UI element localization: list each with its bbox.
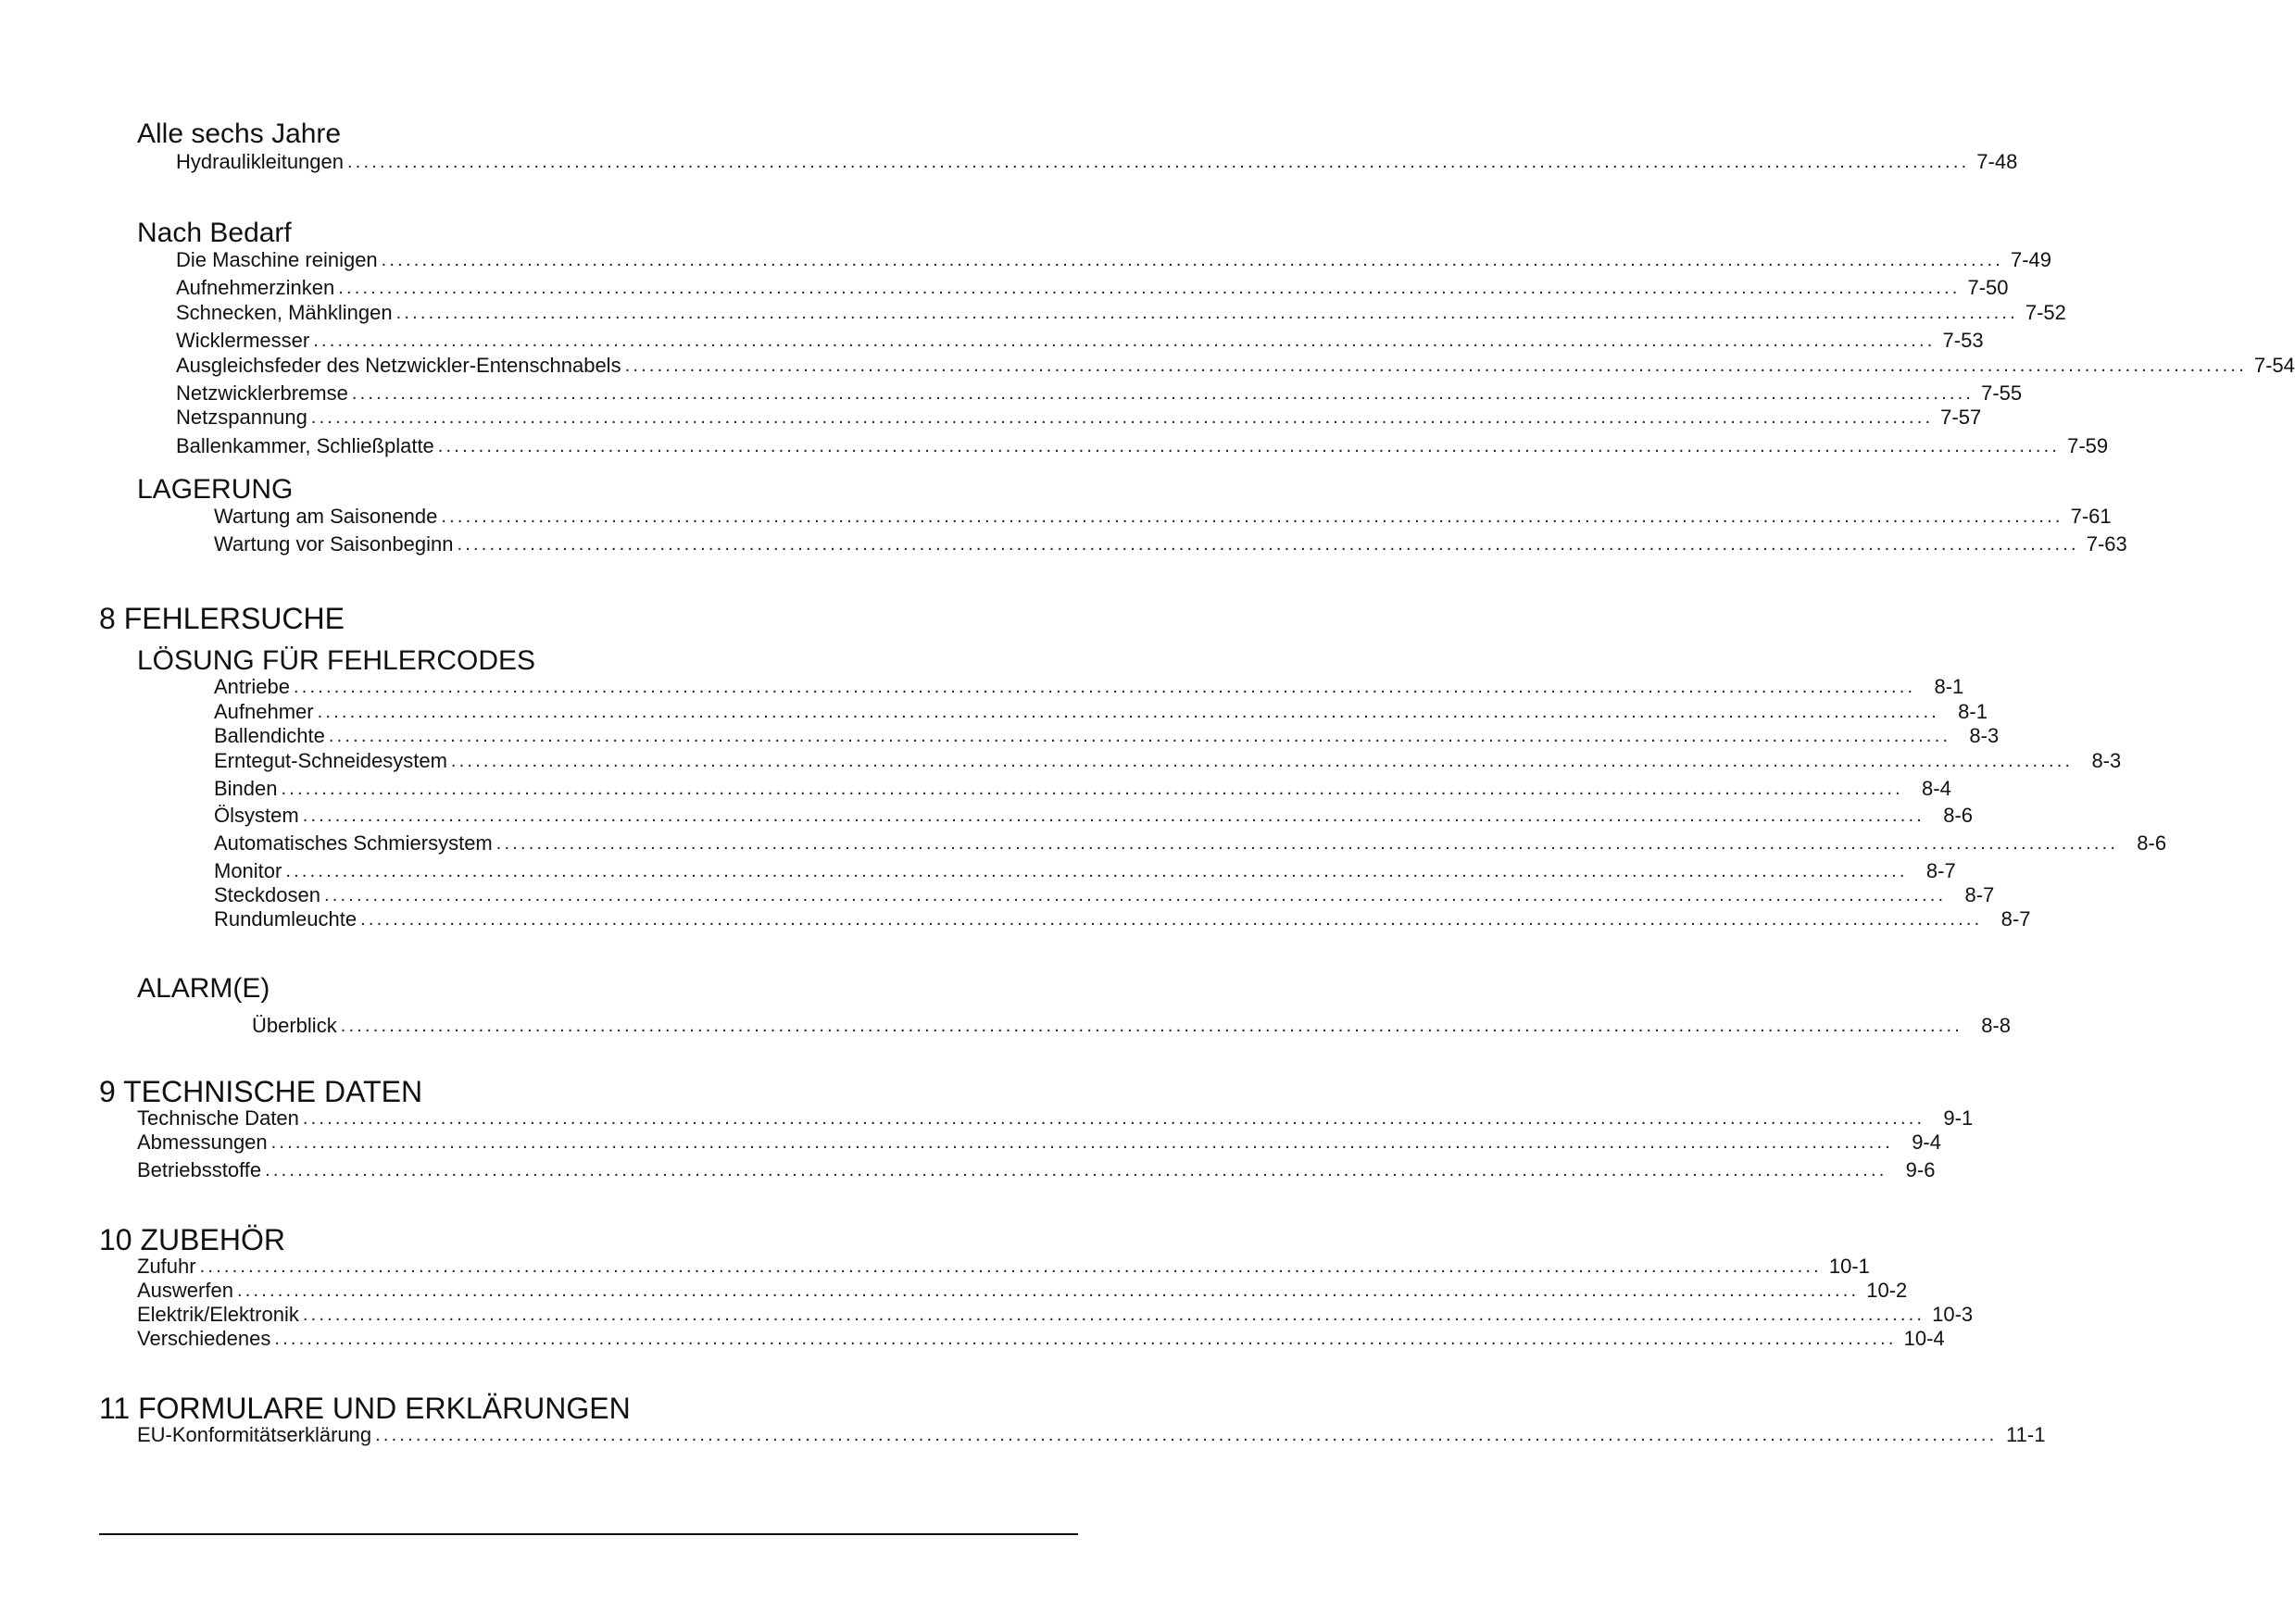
toc-entry-page: 7-59 <box>2067 434 2109 457</box>
toc-entry[interactable] <box>176 276 2009 299</box>
toc-entry-label: Ölsystem <box>214 804 299 827</box>
toc-entry-label: Aufnehmer <box>214 700 314 723</box>
chapter-heading: 9 TECHNISCHE DATEN <box>99 1075 423 1108</box>
dot-leader: ........................................................................................................................................................................................................ <box>265 1160 1887 1181</box>
dot-leader: ........................................................................................................................................................................................................ <box>450 751 2074 771</box>
dot-leader: ........................................................................................................................................................................................................ <box>313 331 1936 351</box>
toc-entry-page: 9-6 <box>1905 1158 1936 1181</box>
toc-entry-page: 7-50 <box>1967 276 2009 299</box>
dot-leader: ........................................................................................................................................................................................................ <box>340 1016 1963 1036</box>
dot-leader: ........................................................................................................................................................................................................ <box>338 278 1961 298</box>
toc-entry-label: Netzwicklerbremse <box>176 381 348 405</box>
toc-entry-label: Automatisches Schmiersystem <box>214 831 493 855</box>
toc-entry[interactable] <box>214 505 2112 528</box>
chapter-heading: 10 ZUBEHÖR <box>99 1223 285 1256</box>
toc-entry-page: 8-3 <box>1969 724 2000 747</box>
toc-entry-page: 7-53 <box>1942 329 1984 352</box>
toc-entry[interactable] <box>176 248 2051 271</box>
toc-entry-label: Antriebe <box>214 675 290 698</box>
toc-entry-label: Zufuhr <box>137 1255 196 1278</box>
section-heading: ALARM(E) <box>137 973 270 1004</box>
dot-leader: ........................................................................................................................................................................................................ <box>323 885 1947 906</box>
dot-leader: ........................................................................................................................................................................................................ <box>495 833 2119 854</box>
toc-entry-page: 8-1 <box>1958 700 1988 723</box>
toc-entry[interactable] <box>176 354 2295 377</box>
toc-entry[interactable] <box>137 1255 1870 1278</box>
dot-leader: ........................................................................................................................................................................................................ <box>317 702 1939 722</box>
toc-entry-label: Rundumleuchte <box>214 907 357 931</box>
toc-entry[interactable] <box>214 777 1951 800</box>
toc-entry-page: 8-6 <box>2137 831 2167 855</box>
toc-entry[interactable] <box>214 532 2127 556</box>
toc-entry-page: 9-1 <box>1943 1106 1974 1130</box>
toc-entry-label: Wartung vor Saisonbeginn <box>214 532 454 556</box>
toc-entry-page: 8-6 <box>1943 804 1974 827</box>
toc-entry[interactable] <box>214 749 2122 772</box>
toc-entry-label: Elektrik/Elektronik <box>137 1303 299 1326</box>
chapter-heading: 8 FEHLERSUCHE <box>99 602 345 635</box>
toc-entry[interactable] <box>176 301 2066 324</box>
toc-entry-label: Binden <box>214 777 278 800</box>
dot-leader: ........................................................................................................................................................................................................ <box>302 1108 1925 1129</box>
toc-entry-label: Ballendichte <box>214 724 325 747</box>
dot-leader: ........................................................................................................................................................................................................ <box>281 779 1903 799</box>
chapter-heading: 11 FORMULARE UND ERKLÄRUNGEN <box>99 1392 631 1425</box>
dot-leader: ........................................................................................................................................................................................................ <box>285 861 1908 881</box>
toc-entry-label: Wartung am Saisonende <box>214 505 438 528</box>
toc-entry[interactable] <box>214 883 1995 906</box>
section-heading: LAGERUNG <box>137 474 294 505</box>
dot-leader: ........................................................................................................................................................................................................ <box>437 436 2061 456</box>
toc-entry[interactable] <box>176 329 1984 352</box>
toc-entry-label: Hydraulikleitungen <box>176 150 344 173</box>
dot-leader: ........................................................................................................................................................................................................ <box>199 1256 1822 1277</box>
toc-entry-label: Technische Daten <box>137 1106 299 1130</box>
toc-entry[interactable] <box>137 1106 1974 1130</box>
toc-entry-page: 8-3 <box>2091 749 2122 772</box>
section-heading: Alle sechs Jahre <box>137 119 342 149</box>
toc-entry-page: 8-1 <box>1934 675 1964 698</box>
toc-entry-label: Wicklermesser <box>176 329 310 352</box>
toc-entry-label: Netzspannung <box>176 406 307 429</box>
toc-entry[interactable] <box>176 381 2023 405</box>
toc-entry[interactable] <box>137 1131 1941 1154</box>
dot-leader: ........................................................................................................................................................................................................ <box>302 806 1925 826</box>
section-heading: Nach Bedarf <box>137 218 292 248</box>
toc-entry[interactable] <box>214 859 1956 882</box>
toc-entry[interactable] <box>137 1327 1945 1350</box>
toc-entry-label: Auswerfen <box>137 1279 233 1302</box>
toc-entry[interactable] <box>214 675 1964 698</box>
toc-entry-label: Abmessungen <box>137 1131 268 1154</box>
dot-leader: ........................................................................................................................................................................................................ <box>351 383 1975 404</box>
toc-entry-page: 10-4 <box>1903 1327 1945 1350</box>
toc-entry-page: 8-4 <box>1922 777 1951 800</box>
toc-entry[interactable] <box>137 1279 1908 1302</box>
toc-entry-page: 8-7 <box>1925 859 1956 882</box>
dot-leader: ........................................................................................................................................................................................................ <box>328 726 1951 746</box>
toc-entry-label: Ballenkammer, Schließplatte <box>176 434 434 457</box>
dot-leader: ........................................................................................................................................................................................................ <box>236 1280 1860 1301</box>
toc-entry-page: 8-8 <box>1981 1014 2012 1037</box>
toc-entry[interactable] <box>176 150 2018 173</box>
toc-entry-page: 7-49 <box>2010 248 2051 271</box>
dot-leader: ........................................................................................................................................................................................................ <box>624 356 2247 376</box>
toc-entry-label: Ausgleichsfeder des Netzwickler-Entenschnabels <box>176 354 621 377</box>
toc-entry[interactable] <box>214 700 1988 723</box>
dot-leader: ........................................................................................................................................................................................................ <box>270 1132 1893 1153</box>
dot-leader: ........................................................................................................................................................................................................ <box>302 1305 1925 1325</box>
dot-leader: ........................................................................................................................................................................................................ <box>457 534 2079 555</box>
toc-entry[interactable] <box>214 804 1974 827</box>
toc-entry-page: 10-3 <box>1932 1303 1974 1326</box>
toc-entry-page: 9-4 <box>1912 1131 1941 1154</box>
toc-entry-label: Monitor <box>214 859 282 882</box>
toc-entry-label: Erntegut-Schneidesystem <box>214 749 447 772</box>
dot-leader: ........................................................................................................................................................................................................ <box>360 909 1983 930</box>
toc-entry-page: 7-48 <box>1976 150 2018 173</box>
toc-entry-label: Schnecken, Mähklingen <box>176 301 393 324</box>
dot-leader: ........................................................................................................................................................................................................ <box>310 407 1934 428</box>
toc-entry-page: 7-61 <box>2070 505 2112 528</box>
toc-entry-page: 7-54 <box>2253 354 2295 377</box>
toc-entry-label: Verschiedenes <box>137 1327 271 1350</box>
toc-entry-page: 7-52 <box>2025 301 2066 324</box>
dot-leader: ........................................................................................................................................................................................................ <box>441 506 2063 527</box>
footer-rule <box>99 1533 1078 1535</box>
dot-leader: ........................................................................................................................................................................................................ <box>375 1425 1998 1445</box>
toc-entry-page: 11-1 <box>2006 1423 2046 1446</box>
toc-entry-label: Aufnehmerzinken <box>176 276 335 299</box>
toc-entry-page: 7-57 <box>1940 406 1982 429</box>
toc-entry[interactable] <box>252 1014 2012 1037</box>
toc-entry[interactable] <box>137 1158 1936 1181</box>
toc-entry[interactable] <box>176 434 2109 457</box>
dot-leader: ........................................................................................................................................................................................................ <box>381 250 2003 270</box>
toc-entry[interactable] <box>214 724 2000 747</box>
dot-leader: ........................................................................................................................................................................................................ <box>395 303 2018 323</box>
toc-entry-page: 7-55 <box>1981 381 2023 405</box>
toc-entry-label: Steckdosen <box>214 883 320 906</box>
toc-entry-page: 8-7 <box>2000 907 2031 931</box>
dot-leader: ........................................................................................................................................................................................................ <box>274 1329 1897 1349</box>
toc-entry[interactable] <box>137 1423 2046 1446</box>
toc-entry-label: Betriebsstoffe <box>137 1158 262 1181</box>
toc-entry-page: 8-7 <box>1964 883 1995 906</box>
dot-leader: ........................................................................................................................................................................................................ <box>293 677 1916 697</box>
section-heading: LÖSUNG FÜR FEHLERCODES <box>137 645 536 676</box>
toc-entry[interactable] <box>214 831 2167 855</box>
toc-entry[interactable] <box>137 1303 1974 1326</box>
toc-entry-label: Überblick <box>252 1014 337 1037</box>
dot-leader: ........................................................................................................................................................................................................ <box>347 152 1970 172</box>
toc-entry[interactable] <box>214 907 2031 931</box>
toc-entry-page: 10-1 <box>1828 1255 1870 1278</box>
toc-entry[interactable] <box>176 406 1982 429</box>
toc-entry-page: 10-2 <box>1866 1279 1908 1302</box>
toc-entry-label: EU-Konformitätserklärung <box>137 1423 372 1446</box>
toc-entry-page: 7-63 <box>2086 532 2127 556</box>
toc-entry-label: Die Maschine reinigen <box>176 248 378 271</box>
